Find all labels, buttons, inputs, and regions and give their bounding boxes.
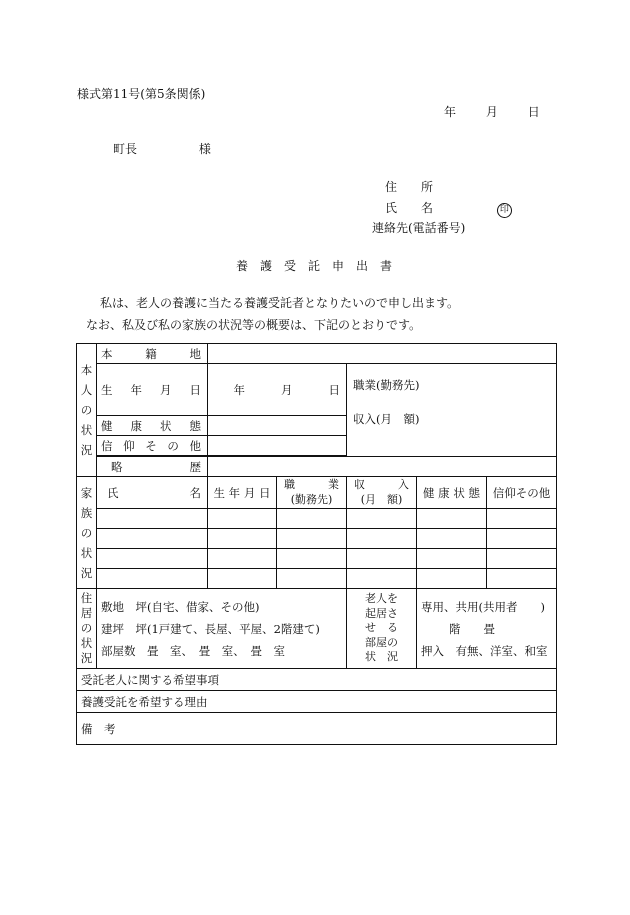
family-row [77, 529, 557, 549]
occupation-label: 職業(勤務先) [353, 378, 420, 392]
reason-field[interactable] [77, 691, 557, 713]
name-line [385, 201, 512, 218]
form-number: 様式第11号(第5条関係) [77, 87, 206, 101]
family-header-health: 健 康 状 態 [417, 477, 487, 509]
date-day: 日 [527, 105, 540, 119]
addressee-town: 町長 [113, 142, 138, 156]
reason-label: 養護受託を希望する理由 [81, 694, 208, 709]
date-year: 年 [444, 105, 457, 119]
room-usage: 専用、共用(共用者 ) [421, 599, 545, 614]
wishes-field[interactable] [77, 669, 557, 691]
housing-details[interactable] [97, 589, 347, 669]
room-floor: 階 畳 [449, 621, 495, 636]
self-section-label: 本 人 の 状 況 [77, 344, 97, 477]
application-table [76, 343, 557, 745]
remarks-field[interactable] [77, 713, 557, 745]
birthdate-label: 生 年 月 日 [97, 364, 208, 416]
family-row [77, 509, 557, 529]
housing-building: 建坪 坪(1戸建て、長屋、平屋、2階建て) [101, 621, 320, 636]
seal-icon: 印 [497, 203, 512, 218]
occupation-income-field[interactable] [347, 364, 557, 457]
document-title: 養 護 受 託 申 出 書 [236, 259, 393, 273]
religion-label: 信 仰 そ の 他 [97, 436, 208, 456]
address-label: 住 所 [385, 180, 434, 194]
room-details[interactable] [417, 589, 557, 669]
family-header-name: 氏 名 [97, 477, 208, 509]
housing-rooms: 部屋数 畳 室、 畳 室、 畳 室 [101, 643, 285, 658]
remarks-label: 備 考 [81, 721, 116, 736]
domicile-field[interactable] [208, 344, 557, 364]
intro-line-1: 私は、老人の養護に当たる養護受託者となりたいので申し出ます。 [100, 296, 460, 310]
family-header-birthdate: 生 年 月 日 [208, 477, 277, 509]
family-row [77, 549, 557, 569]
birthdate-field[interactable]: 年 月 日 [208, 364, 347, 416]
name-label: 氏 名 [385, 201, 434, 215]
family-header-religion: 信仰その他 [487, 477, 557, 509]
religion-field[interactable] [208, 436, 347, 456]
addressee [113, 142, 211, 156]
family-header-income: 収 入 (月 額) [347, 477, 417, 509]
health-label: 健 康 状 態 [97, 416, 208, 436]
room-label: 老人を 起居さ せ る 部屋の 状 況 [347, 589, 417, 669]
history-field[interactable] [208, 457, 557, 477]
income-label: 収入(月 額) [353, 412, 420, 426]
domicile-label: 本 籍 地 [97, 344, 208, 364]
date-month: 月 [485, 105, 498, 119]
family-header-occupation: 職 業 (勤務先) [277, 477, 347, 509]
room-closet: 押入 有無、洋室、和室 [421, 643, 548, 658]
date-line [444, 105, 540, 119]
addressee-honorific: 様 [198, 142, 211, 156]
history-label: 略 歴 [97, 457, 208, 477]
contact-label: 連絡先(電話番号) [372, 221, 466, 235]
health-field[interactable] [208, 416, 347, 436]
wishes-label: 受託老人に関する希望事項 [81, 672, 219, 687]
family-section-label: 家 族 の 状 況 [77, 477, 97, 589]
housing-site: 敷地 坪(自宅、借家、その他) [101, 599, 260, 614]
family-row [77, 569, 557, 589]
housing-section-label: 住 居 の 状 況 [77, 589, 97, 669]
intro-line-2: なお、私及び私の家族の状況等の概要は、下記のとおりです。 [86, 318, 422, 332]
